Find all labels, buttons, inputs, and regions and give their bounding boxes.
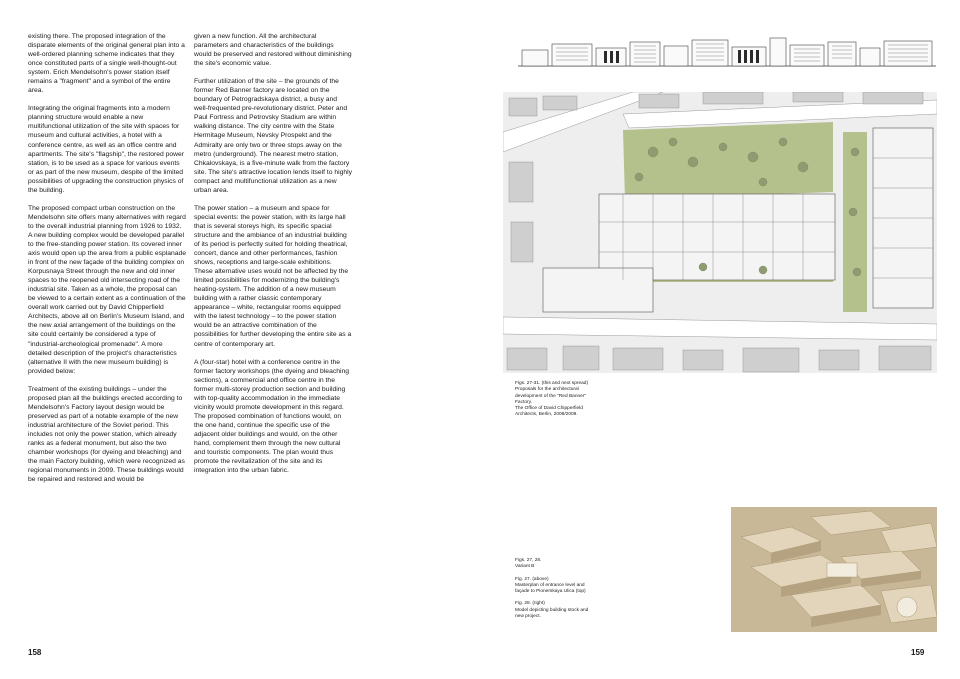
caption-line: façade to Pionerskaya Ulica (top) — [515, 589, 586, 595]
page-number-left: 158 — [28, 648, 42, 657]
paragraph: existing there. The proposed integration of the disparate elements of the original general plan into a well-ordered planning scheme indicates that they once constituted parts of a single well-thought-out system. Erich Mendelsohn's power station itself remains a "fragment" and a symbol of the entire area. — [28, 33, 185, 95]
caption-line: Factory. — [515, 399, 532, 405]
text-column-2 — [194, 32, 352, 484]
figure-caption-bottom — [515, 558, 607, 620]
caption-line: Proposals for the architectural — [515, 387, 579, 393]
model-photo — [731, 507, 937, 632]
caption-line: Architects, Berlin, 2008/2009. — [515, 412, 578, 418]
paragraph: Integrating the original fragments into a modern planning structure would enable a new multifunctional utilization of the site with spaces for museum and cultural activities, a hotel with a conference centre, as well as an office centre and apartments. The site's "flagship", the restored power station, is to be used as a space for various events or as part of the new museum, despite of the limited possibilities of upgrading the construction physics of the building. — [28, 105, 185, 194]
text-column-1 — [28, 32, 186, 493]
paragraph: The proposed compact urban construction on the Mendelsohn site offers many alternatives with regard to the overall industrial planning from 1926 to 1932. A new building complex would be developed parallel to the free-standing power station. Its covered inner axis would open up the area from a public esplanade in front of the new façade of the building complex on Korpusnaya Street through the new and old inner spaces to the reopened old intersecting road of the industrial site. Taken as a whole, the proposal can be viewed to a certain extent as a continuation of the overall work carried out by David Chipperfield Architects, above all on Berlin's Museum Island, and the new axial arrangement of the buildings on the site could certainly be considered a type of "industrial-archeological promenade". A more detailed description of the project's characteristics (alternative II with the new museum building) is provided below: — [28, 204, 186, 375]
caption-line: development of the "Red Banner" — [515, 393, 587, 399]
paragraph: The power station – a museum and space for special events: the power station, with its large hall that is several storeys high, its specific spacial structure and the ambiance of an industrial building of its period is perfectly suited for holding theatrical, concert, dance and other performances, fashion shows, receptions and large-scale exhibitions. These alternative uses would not be affected by the limited possibilities for modernizing the building's heating-system. The addition of a new museum building with a rather classic contemporary appearance – white, rectangular rooms equipped with the latest technology – to the power station would be an attractive combination of the possibilities for further developing the entire site as a centre of contemporary art. — [194, 204, 352, 348]
figure-caption-top — [515, 381, 615, 419]
caption-line: new project. — [515, 614, 541, 620]
facade-elevation-drawing — [518, 36, 936, 68]
caption-line: The Office of David Chipperfield — [515, 406, 583, 412]
paragraph: given a new function. All the architectural parameters and characteristics of the buildings would be preserved and restored without diminishing the site's economic value. — [194, 33, 352, 68]
caption-line: Masterplan of entrance level and — [515, 582, 585, 588]
masterplan-drawing — [503, 92, 937, 373]
paragraph: Treatment of the existing buildings – under the proposed plan all the buildings erected according to Mendelsohn's Factory layout design would be preserved as part of a notable example of the new industrial architecture of the Soviet period. This includes not only the power station, which already ranks as a federal monument, but also the two chamber workshops (for dyeing and bleaching) and the main Factory building, which were recognized as regional monuments in 2009. These buildings would be repaired and restored and would be — [28, 385, 185, 484]
caption-line: Model depicting building stock and — [515, 607, 589, 613]
page-number-right: 159 — [911, 648, 925, 657]
caption-line: Variant B — [515, 564, 535, 570]
caption-line: Fig. 27. (above) — [515, 576, 549, 582]
paragraph: A (four-star) hotel with a conference centre in the former factory workshops (the dyeing and bleaching sections), a commercial and office centre in the former multi-storey production section and building with top-quality accommodation in the immediate vicinity would promote development in this regard. The proposed combination of functions would, on the one hand, continue the specific use of the adjacent older buildings and would, on the other hand, complement them through the new cultural and touristic components. The plan would thus promote the revitalization of the site and its integration into the urban fabric. — [194, 358, 349, 475]
paragraph: Further utilization of the site – the grounds of the former Red Banner factory are located on the boundary of Petrogradskaya district, a busy and well-frequented pre-revolutionary district. Peter and Paul Fortress and Petrovsky Stadium are within walking distance. The city centre with the State Hermitage Museum, Nevsky Prospekt and the Admiralty are only two or three stops away on the metro (underground). The nearest metro station, Chkalovskaya, is a five-minute walk from the factory site. The site's attractive location lends itself to highly compact and multifunctional utilization as a new urban area. — [194, 78, 352, 194]
caption-line: Figs. 27, 28. — [515, 558, 542, 563]
caption-line: Figs. 27-31. (this and next spread) — [515, 381, 589, 386]
caption-line: Fig. 28. (right) — [515, 601, 545, 607]
